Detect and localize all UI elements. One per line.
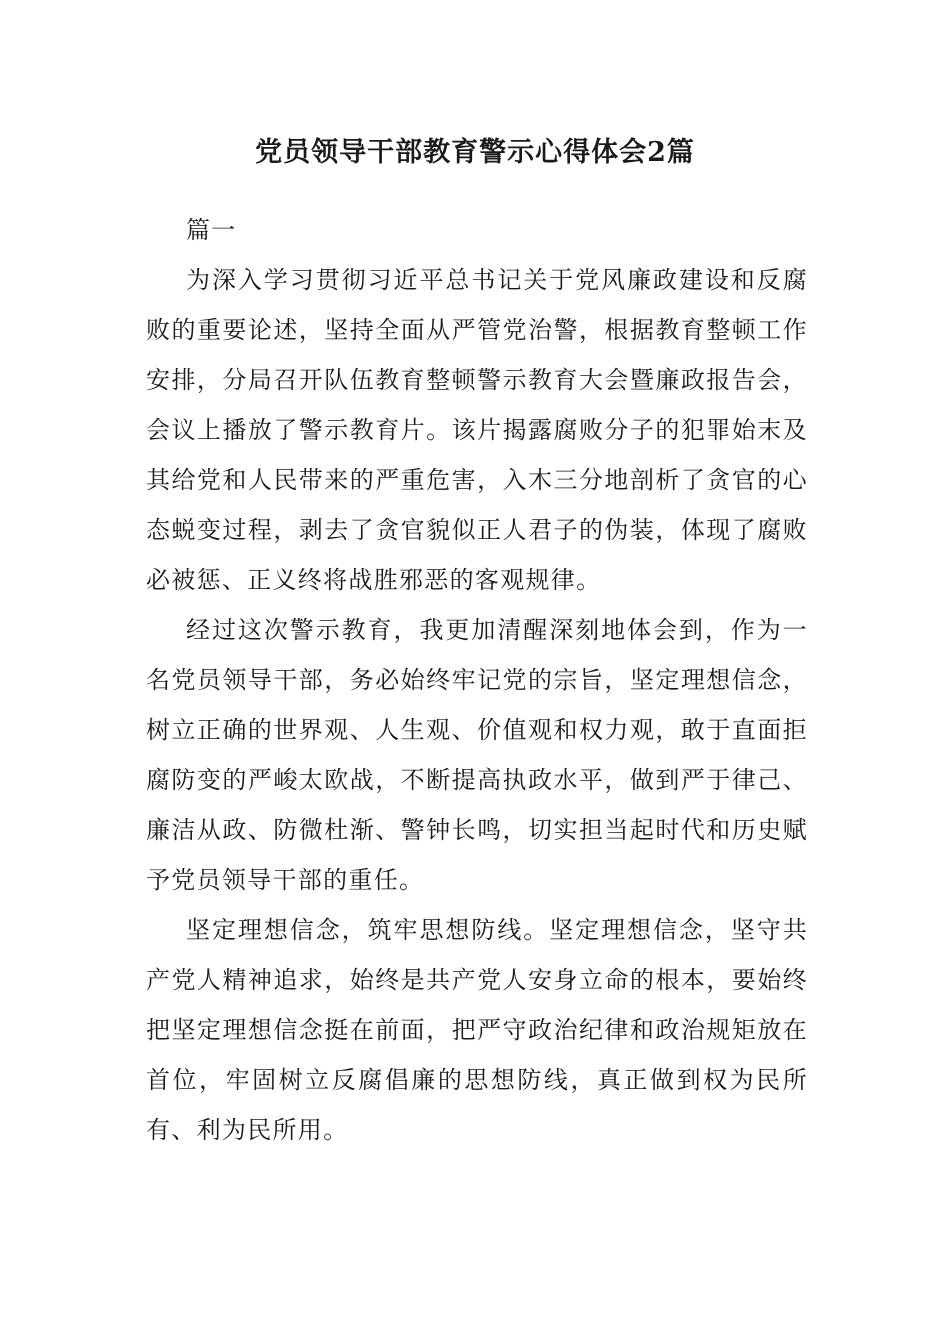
- document-body: [146, 205, 808, 1155]
- section-label: 篇一: [186, 216, 237, 244]
- paragraph-3: 坚定理想信念，筑牢思想防线。坚定理想信念，坚守共产党人精神追求，始终是共产党人安身立命的根本，要始终把坚定理想信念挺在前面，把严守政治纪律和政治规矩放在首位，牢固树立反腐倡廉的思想防线，真正做到权为民所有、利为民所用。: [146, 916, 808, 1144]
- paragraph-2: 经过这次警示教育，我更加清醒深刻地体会到，作为一名党员领导干部，务必始终牢记党的宗旨，坚定理想信念，树立正确的世界观、人生观、价值观和权力观，敢于直面拒腐防变的严峻太欧战，不断提高执政水平，做到严于律己、廉洁从政、防微杜渐、警钟长鸣，切实担当起时代和历史赋予党员领导干部的重任。: [146, 616, 808, 894]
- document-title: 党员领导干部教育警示心得体会2篇: [255, 137, 695, 168]
- paragraph-1: 为深入学习贯彻习近平总书记关于党风廉政建设和反腐败的重要论述，坚持全面从严管党治警，根据教育整顿工作安排，分局召开队伍教育整顿警示教育大会暨廉政报告会，会议上播放了警示教育片。该片揭露腐败分子的犯罪始末及其给党和人民带来的严重危害，入木三分地剖析了贪官的心态蜕变过程，剥去了贪官貌似正人君子的伪装，体现了腐败必被惩、正义终将战胜邪恶的客观规律。: [146, 266, 808, 594]
